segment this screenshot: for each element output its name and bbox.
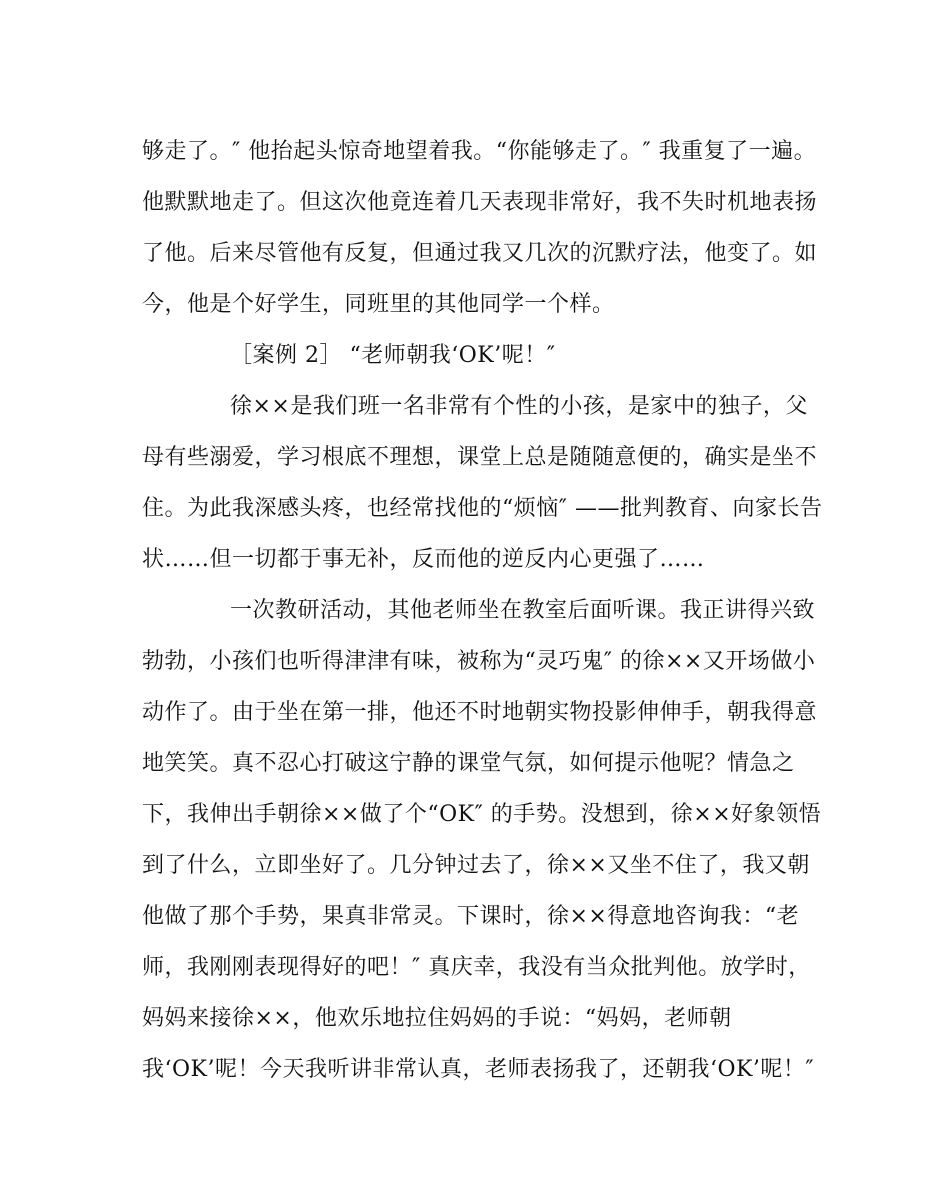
text-line: 徐××是我们班一名非常有个性的小孩，是家中的独子，父 (230, 394, 808, 419)
text-line: 状……但一切都于事无补，反而他的逆反内心更强了…… (142, 547, 705, 572)
text-line: 动作了。由于坐在第一排，他还不时地朝实物投影伸伸手，朝我得意 (142, 700, 818, 725)
case-heading: ［案例 2］ “老师朝我‘OK’呢！″ (230, 343, 556, 368)
document-body (142, 126, 822, 1095)
text-line: 母有些溺爱，学习根底不理想，课堂上总是随随意便的，确实是坐不 (142, 445, 818, 470)
text-line: 一次教研活动，其他老师坐在教室后面听课。我正讲得兴致 (230, 598, 816, 623)
text-line: 他做了那个手势，果真非常灵。下课时，徐××得意地咨询我：“老 (142, 904, 800, 929)
text-line: 妈妈来接徐××，他欢乐地拉住妈妈的手说：“妈妈，老师朝 (142, 1006, 732, 1031)
text-line: 师，我刚刚表现得好的吧！″ 真庆幸，我没有当众批判他。放学时， (142, 955, 811, 980)
text-line: 今，他是个好学生，同班里的其他同学一个样。 (142, 292, 615, 317)
text-line: 下，我伸出手朝徐××做了个“OK″ 的手势。没想到，徐××好象领悟 (142, 802, 822, 827)
text-line: 到了什么，立即坐好了。几分钟过去了，徐××又坐不住了，我又朝 (142, 853, 810, 878)
text-line: 我‘OK’呢！今天我听讲非常认真，老师表扬我了，还朝我‘OK’呢！″ (142, 1057, 815, 1082)
text-line: 住。为此我深感头疼，也经常找他的“烦恼″ ——批判教育、向家长告 (142, 496, 823, 521)
text-line: 他默默地走了。但这次他竟连着几天表现非常好，我不失时机地表扬 (142, 190, 818, 215)
text-line: 了他。后来尽管他有反复，但通过我又几次的沉默疗法，他变了。如 (142, 241, 818, 266)
text-line: 地笑笑。真不忍心打破这宁静的课堂气氛，如何提示他呢？情急之 (142, 751, 795, 776)
text-line: 够走了。″ 他抬起头惊奇地望着我。“你能够走了。″ 我重复了一遍。 (142, 139, 817, 164)
text-line: 勃勃，小孩们也听得津津有味，被称为“灵巧鬼″ 的徐××又开场做小 (142, 649, 816, 674)
